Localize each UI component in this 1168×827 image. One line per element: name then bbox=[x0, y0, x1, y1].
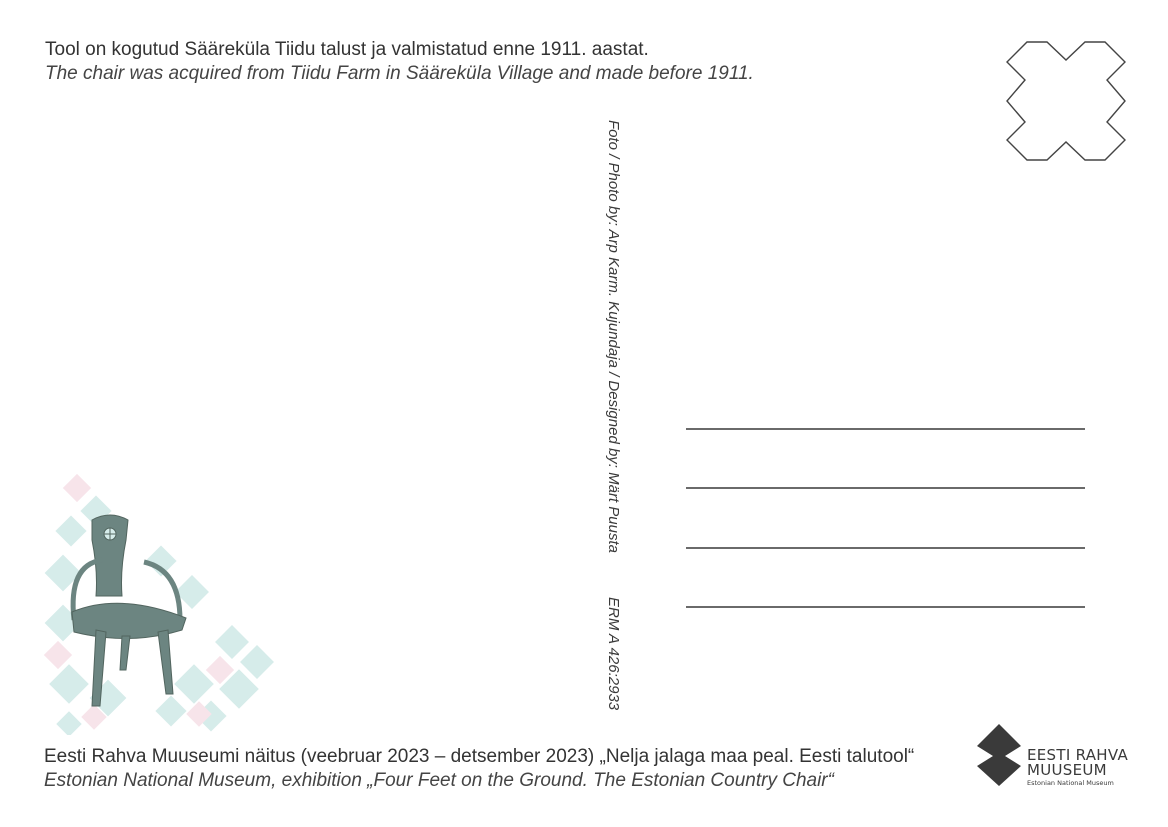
chair-illustration bbox=[40, 470, 285, 735]
logo-line-1: EESTI RAHVA bbox=[1027, 746, 1129, 764]
photo-credit-vertical bbox=[604, 120, 622, 710]
logo-text bbox=[1027, 748, 1128, 788]
caption-english: The chair was acquired from Tiidu Farm in Sääreküla Village and made before 1911. bbox=[45, 63, 754, 84]
address-line bbox=[686, 428, 1085, 430]
museum-logo-mark-icon bbox=[975, 722, 1027, 788]
stamp-placeholder-icon bbox=[1005, 40, 1127, 162]
bottom-caption bbox=[44, 745, 964, 793]
logo-line-3: Estonian National Museum bbox=[1027, 779, 1114, 787]
credit-text: Foto / Photo by: Arp Karm. Kujundaja / Designed by: Märt Puusta bbox=[605, 120, 622, 554]
exhibition-estonian: Eesti Rahva Muuseumi näitus (veebruar 2023 – detsember 2023) „Nelja jalaga maa peal. Eesti talutool“ bbox=[44, 746, 915, 767]
exhibition-english: Estonian National Museum, exhibition „Four Feet on the Ground. The Estonian Country Chair“ bbox=[44, 770, 834, 791]
address-line bbox=[686, 606, 1085, 608]
museum-logo bbox=[975, 722, 1145, 792]
chair bbox=[72, 515, 186, 706]
catalog-number: ERM A 426:2933 bbox=[605, 597, 622, 711]
top-caption bbox=[45, 38, 945, 86]
caption-estonian: Tool on kogutud Sääreküla Tiidu talust ja valmistatud enne 1911. aastat. bbox=[45, 39, 649, 60]
logo-line-2: MUUSEUM bbox=[1027, 761, 1107, 779]
address-line bbox=[686, 487, 1085, 489]
address-line bbox=[686, 547, 1085, 549]
